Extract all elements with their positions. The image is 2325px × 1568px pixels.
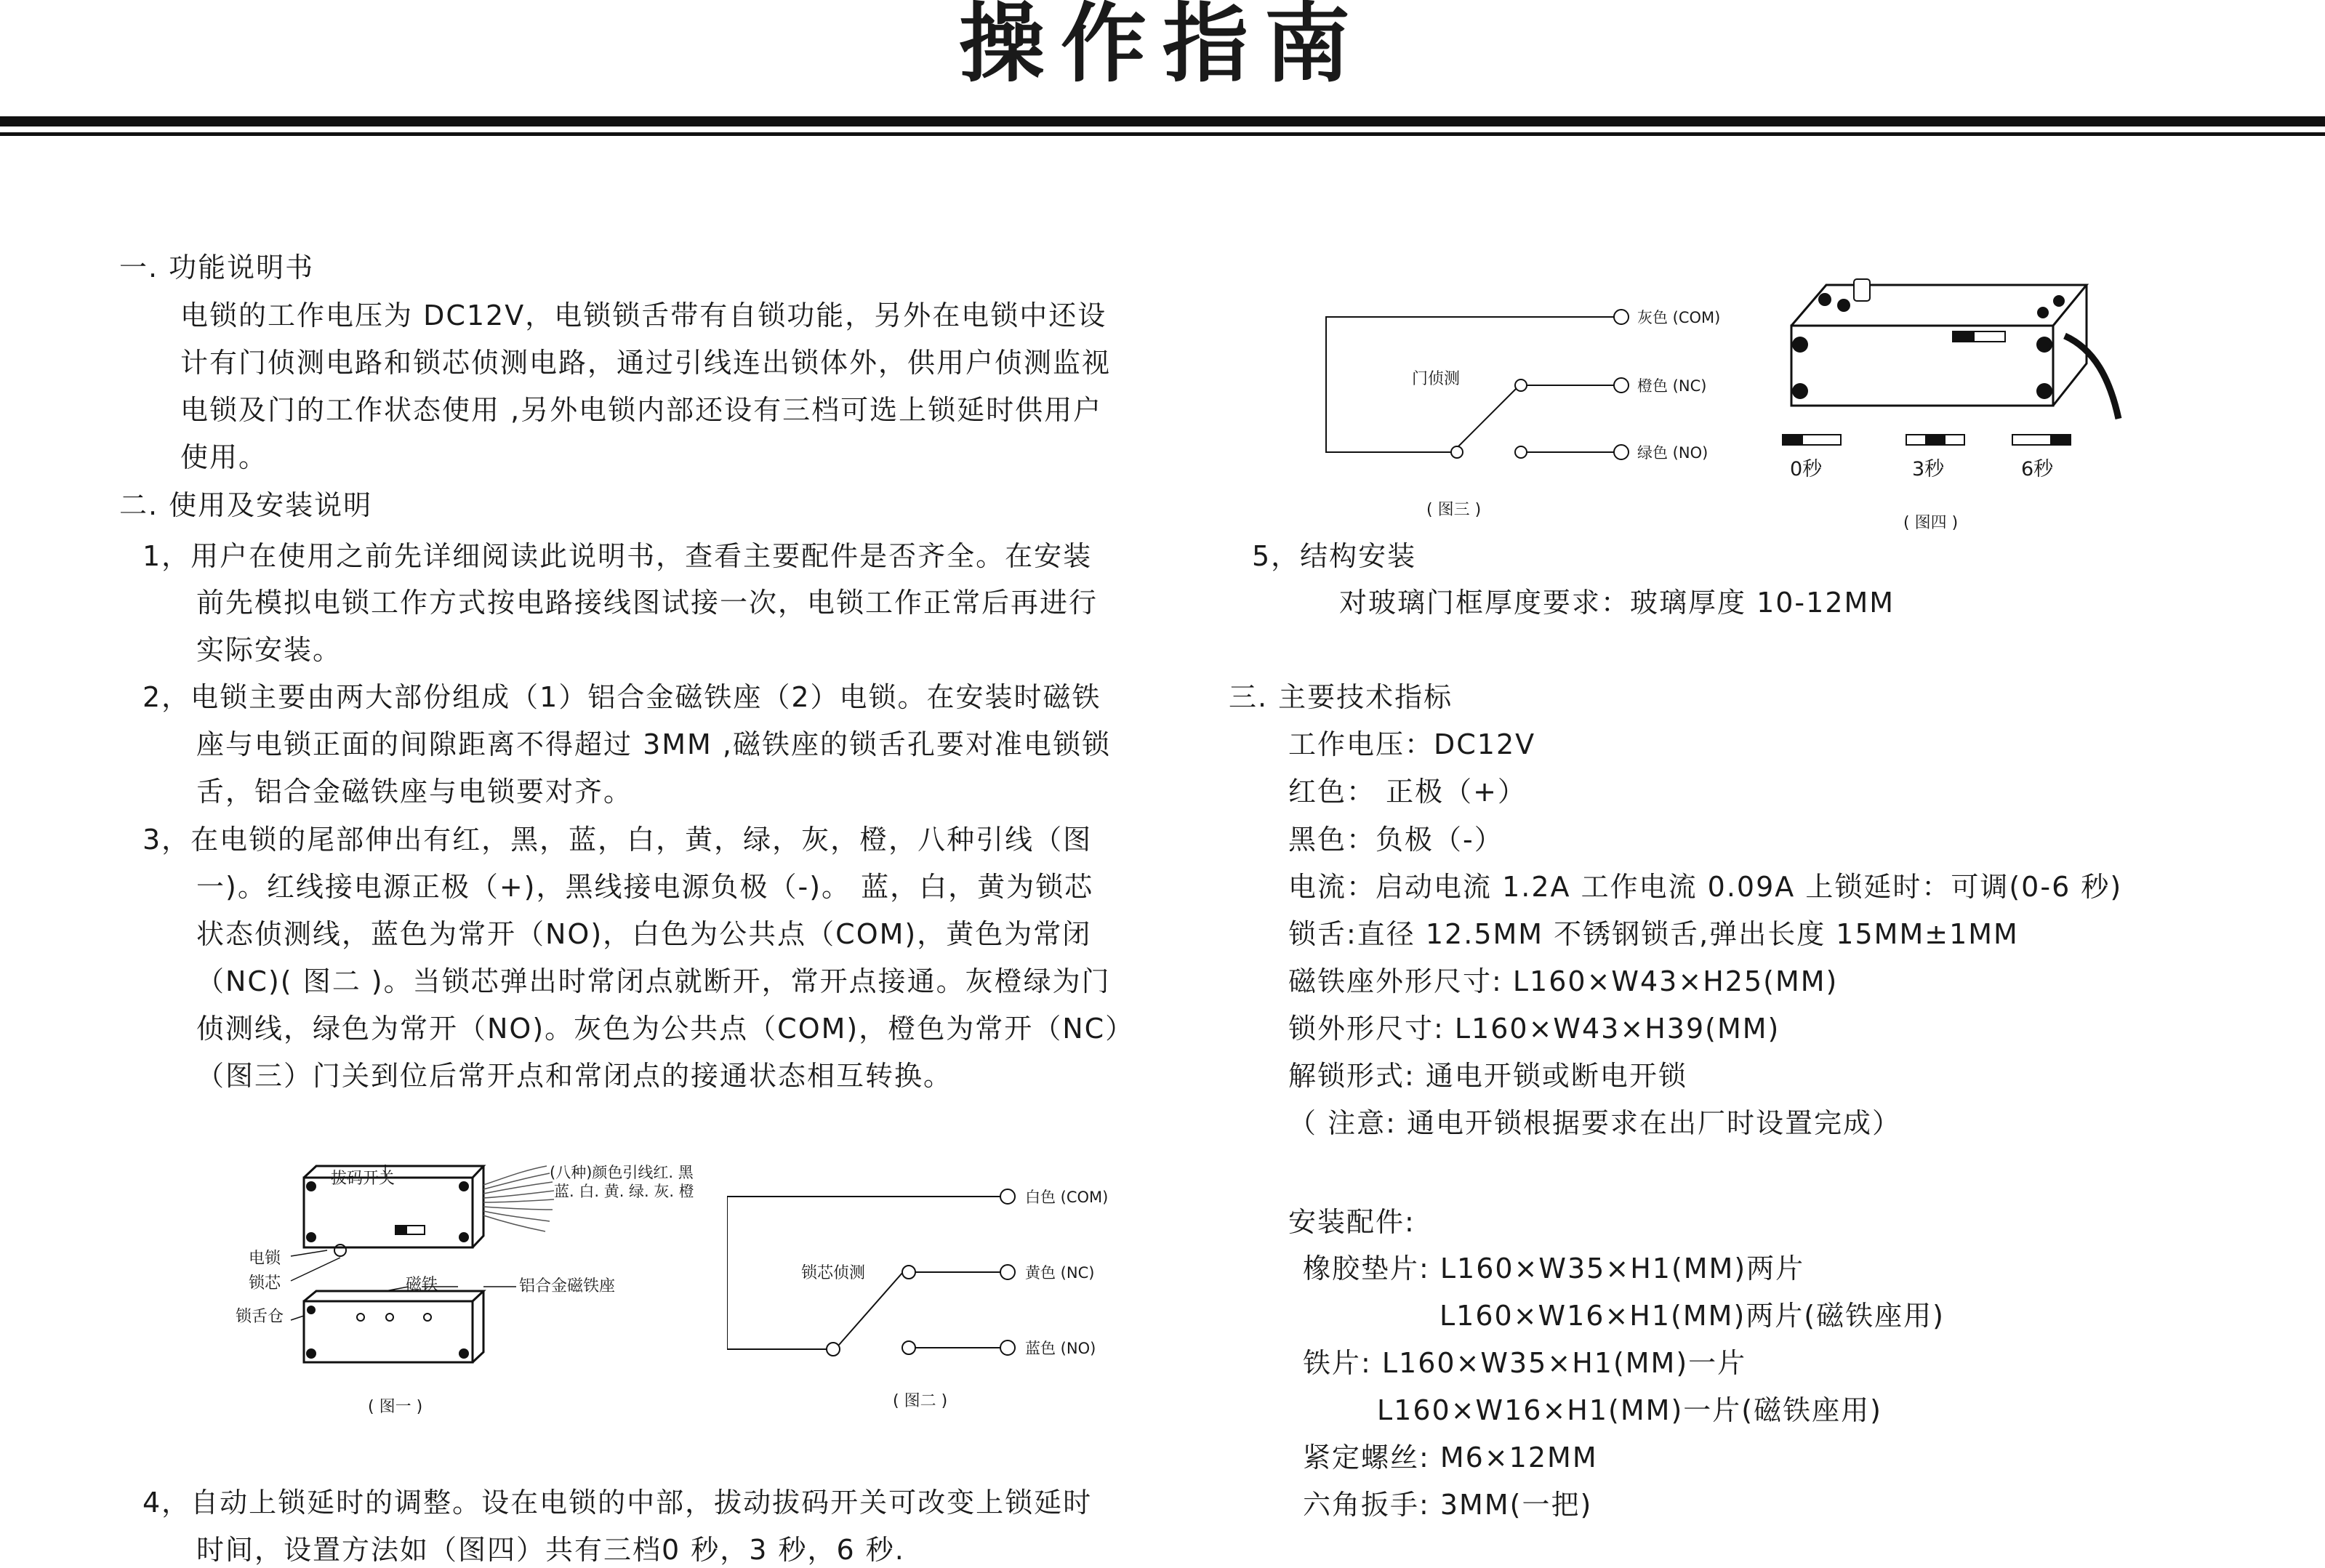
install-item-3: 侦测线，绿色为常开（NO)。灰色为公共点（COM)，橙色为常开（NC） <box>196 1013 1135 1045</box>
install-item-2: 2，电锁主要由两大部份组成（1）铝合金磁铁座（2）电锁。在安装时磁铁 <box>142 681 1101 713</box>
section5-line: 对玻璃门框厚度要求：玻璃厚度 10-12MM <box>1339 587 1895 619</box>
screw-hole <box>2036 383 2052 399</box>
figure3-door-switch-diagram <box>1309 291 1745 523</box>
core-label: 锁芯 <box>249 1274 281 1292</box>
terminal-no-label: 绿色 (NO) <box>1637 444 1708 462</box>
dip-switch-label: 拔码开关 <box>331 1170 395 1188</box>
install-item-4: 时间，设置方法如（图四）共有三档0 秒，3 秒，6 秒. <box>196 1534 905 1566</box>
screw-hole <box>307 1306 316 1314</box>
switch-pivot <box>1451 446 1463 458</box>
header-rule-thin <box>0 132 2325 136</box>
section1-line: 使用。 <box>180 441 268 473</box>
install-item-2: 座与电锁正面的间隙距离不得超过 3MM ,磁铁座的锁舌孔要对准电锁锁 <box>196 728 1111 760</box>
section3-heading: 三. 主要技术指标 <box>1229 681 1453 713</box>
section1-line: 计有门侦测电路和锁芯侦测电路，通过引线连出锁体外，供用户侦测监视 <box>180 347 1112 379</box>
install-item-4: 4，自动上锁延时的调整。设在电锁的中部，拔动拔码开关可改变上锁延时 <box>142 1487 1093 1519</box>
install-item-3: （图三）门关到位后常开点和常闭点的接通状态相互转换。 <box>196 1060 953 1092</box>
section1-line: 电锁的工作电压为 DC12V，电锁锁舌带有自锁功能，另外在电锁中还设 <box>180 299 1107 331</box>
delay-switch-0s-slider <box>1783 435 1803 445</box>
terminal-no-label: 蓝色 (NO) <box>1025 1340 1096 1357</box>
bolt-chamber-label: 锁舌仓 <box>236 1308 284 1326</box>
figure2-caption: ( 图二 ) <box>893 1392 948 1410</box>
install-item-1: 前先模拟电锁工作方式按电路接线图试接一次，电锁工作正常后再进行 <box>196 587 1099 619</box>
delay-switch-6s-slider <box>2050 435 2071 445</box>
lead-cable <box>2065 336 2119 419</box>
terminal-com-label: 白色 (COM) <box>1025 1189 1109 1206</box>
spec-line: 红色： 正极（+） <box>1288 776 1527 808</box>
switch-pivot <box>827 1343 840 1356</box>
accessory-line: 六角扳手: 3MM(一把) <box>1303 1489 1593 1521</box>
section2-heading: 二. 使用及安装说明 <box>119 489 373 521</box>
bolt-core <box>1854 279 1870 301</box>
screw-hole <box>459 1232 469 1242</box>
figure1-caption: ( 图一 ) <box>368 1398 423 1416</box>
header-rule-thick <box>0 116 2325 126</box>
install-item-3: 3，在电锁的尾部伸出有红，黑，蓝，白，黄，绿，灰，橙，八种引线（图 <box>142 824 1093 856</box>
switch-contact-nc <box>902 1266 915 1279</box>
bolt-hole <box>357 1314 364 1321</box>
lock-label: 电锁 <box>249 1250 281 1268</box>
terminal-no <box>1614 445 1629 459</box>
switch-contact-no <box>1515 446 1527 458</box>
install-item-2: 舌，铝合金磁铁座与电锁要对齐。 <box>196 776 633 808</box>
base-label: 铝合金磁铁座 <box>519 1277 616 1295</box>
page-title: 操作指南 <box>958 0 1366 94</box>
screw-hole <box>2053 295 2065 307</box>
accessory-line: L160×W16×H1(MM)一片(磁铁座用) <box>1377 1394 1882 1426</box>
magnet-base <box>304 1291 483 1362</box>
switch-contact-no <box>902 1341 915 1354</box>
install-item-3: （NC)( 图二 )。当锁芯弹出时常闭点就断开，常开点接通。灰橙绿为门 <box>196 965 1111 997</box>
bolt-core <box>334 1245 346 1256</box>
door-detect-label: 门侦测 <box>1412 370 1461 388</box>
core-detect-label: 锁芯侦测 <box>801 1264 866 1282</box>
switch-contact-nc <box>1515 379 1527 391</box>
bolt-hole <box>424 1314 431 1321</box>
screw-hole <box>459 1348 469 1359</box>
screw-hole <box>1792 337 1808 353</box>
section5-heading: 5，结构安装 <box>1252 540 1417 572</box>
wire-colors-label: (八种)颜色引线红. 黑 <box>550 1164 694 1181</box>
figure1-lock-diagram <box>218 1156 742 1432</box>
spec-line: 锁外形尺寸: L160×W43×H39(MM) <box>1288 1013 1780 1045</box>
dip-switch-slider <box>395 1226 407 1234</box>
figure2-core-switch-diagram <box>727 1163 1163 1410</box>
delay-6s-label: 6秒 <box>2021 458 2054 481</box>
switch-wiring <box>1326 317 1614 452</box>
accessory-line: L160×W16×H1(MM)两片(磁铁座用) <box>1439 1300 1945 1332</box>
screw-hole <box>1792 383 1808 399</box>
screw-hole <box>2036 337 2052 353</box>
spec-note: （ 注意: 通电开锁根据要求在出厂时设置完成） <box>1288 1107 1901 1139</box>
install-item-3: 状态侦测线，蓝色为常开（NO)，白色为公共点（COM)，黄色为常闭 <box>196 918 1092 950</box>
spec-line: 解锁形式: 通电开锁或断电开锁 <box>1288 1060 1687 1092</box>
install-item-1: 1，用户在使用之前先详细阅读此说明书，查看主要配件是否齐全。在安装 <box>142 540 1093 572</box>
terminal-com <box>1614 310 1629 324</box>
terminal-nc-label: 橙色 (NC) <box>1637 377 1707 395</box>
terminal-nc-label: 黄色 (NC) <box>1025 1264 1095 1282</box>
terminal-nc <box>1614 378 1629 393</box>
accessory-line: 紧定螺丝: M6×12MM <box>1303 1442 1598 1473</box>
dip-switch-slider <box>1953 331 1975 342</box>
spec-line: 黑色：负极（-） <box>1288 824 1503 856</box>
delay-0s-label: 0秒 <box>1790 458 1823 481</box>
delay-switch-3s-slider <box>1925 435 1945 445</box>
figure4-delay-setting-diagram <box>1774 269 2181 545</box>
wire-colors-label: 蓝. 白. 黄. 绿. 灰. 橙 <box>554 1183 694 1200</box>
terminal-com <box>1000 1189 1015 1204</box>
screw-hole <box>1818 293 1831 306</box>
magnet-label: 磁铁 <box>406 1276 438 1294</box>
screw-hole <box>1837 299 1850 312</box>
accessory-line: 铁片: L160×W35×H1(MM)一片 <box>1303 1347 1747 1379</box>
bolt-hole <box>386 1314 393 1321</box>
figure3-caption: ( 图三 ) <box>1426 501 1482 519</box>
lead-wires <box>483 1166 554 1231</box>
spec-line: 锁舌:直径 12.5MM 不锈钢锁舌,弹出长度 15MM±1MM <box>1288 918 2019 950</box>
accessories-heading: 安装配件: <box>1288 1206 1416 1238</box>
terminal-no <box>1000 1340 1015 1355</box>
screw-hole <box>2037 307 2049 318</box>
terminal-nc <box>1000 1265 1015 1279</box>
figure4-caption: ( 图四 ) <box>1903 514 1959 532</box>
screw-hole <box>306 1348 316 1359</box>
spec-line: 电流：启动电流 1.2A 工作电流 0.09A 上锁延时：可调(0-6 秒) <box>1288 871 2123 903</box>
install-item-3: 一)。红线接电源正极（+)，黑线接电源负极（-)。 蓝，白，黄为锁芯 <box>196 871 1094 903</box>
terminal-com-label: 灰色 (COM) <box>1637 309 1721 326</box>
screw-hole <box>459 1181 469 1191</box>
delay-3s-label: 3秒 <box>1912 458 1945 481</box>
spec-line: 磁铁座外形尺寸: L160×W43×H25(MM) <box>1288 965 1839 997</box>
section1-line: 电锁及门的工作状态使用 ,另外电锁内部还设有三档可选上锁延时供用户 <box>180 394 1103 426</box>
screw-hole <box>306 1181 316 1191</box>
spec-line: 工作电压：DC12V <box>1288 728 1536 760</box>
install-item-1: 实际安装。 <box>196 634 342 666</box>
screw-hole <box>306 1232 316 1242</box>
section1-heading: 一. 功能说明书 <box>119 252 315 284</box>
accessory-line: 橡胶垫片: L160×W35×H1(MM)两片 <box>1303 1253 1805 1284</box>
